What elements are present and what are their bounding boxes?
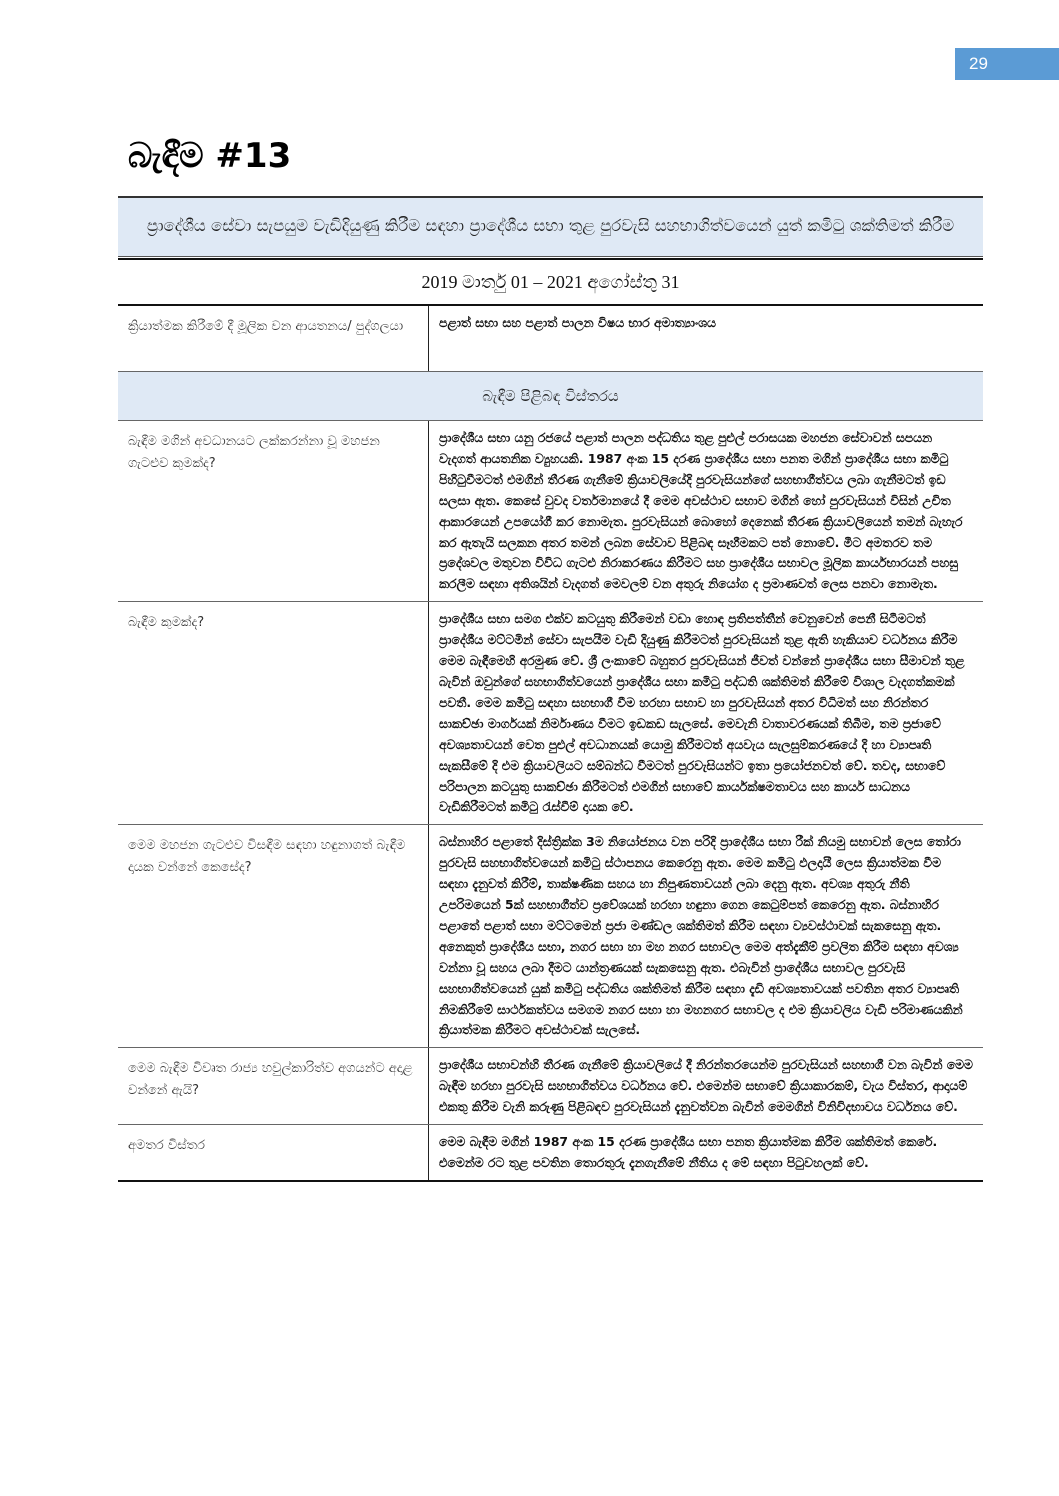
row-question: බැඳීම කුමක්ද? [118, 602, 429, 825]
commitment-sheet [118, 196, 983, 1182]
row-answer: ප්‍රාදේශීය සභා යනු රජයේ පළාත් පාලන පද්ධතිය තුළ පුළුල් පරාසයක මහජන සේවාවන් සපයන වැදගත් ආයතනික ව්‍යුහයකි. 1987 අංක 15 දරණ ප්‍රාදේශීය සභා පනත මගින් ප්‍රාදේශීය සභා කමිටු පිහිටුවීමටත් එමගින් තීරණ ගැනීමේ ක්‍රියාවලියේදි පුරවැසියන්ගේ සහභාගීත්වය ලබා ගැනීමටත් ඉඩ සලසා ඇත. කෙසේ වුවද වර්තමානයේ දී මෙම අවස්ථාව සභාව මගින් හෝ පුරවැසියන් විසින් උචිත ආකාරයෙන් උපයෝගී කර නොමැත. පුරවැසියන් බොහෝ දෙනෙක් තීරණ ක්‍රියාවලියෙන් තමන් බැහැර කර ඇතැයි සලකන අතර තමන් ලබන සේවාව පිළිබඳ සෑහීමකට පත් නොවේ. මීට අමතරව තම ප්‍රදේශවල මතුවන විවිධ ගැටළු නිරාකරණය කිරීමට සහ ප්‍රාදේශීය සභාවල මූලික කාර්යභාරයන් පහසු කරලීම සඳහා අතිශයින් වැදගත් මෙවලම් වන අතුරු නියෝග ද ප්‍රමාණවත් ලෙස පනවා නොමැත. [429, 421, 984, 602]
row-question: මෙම බැඳීම විවෘත රාජ්‍ය හවුල්කාරිත්ව අගයන්ට අදාළ වන්නේ ඇයි? [118, 1048, 429, 1125]
section-heading: බැඳීම පිළිබඳ විස්තරය [118, 372, 983, 421]
date-range: 2019 මාර්තු 01 – 2021 අගෝස්තු 31 [118, 258, 983, 304]
row-answer: ප්‍රාදේශීය සභාවන්හි තීරණ ගැනීමේ ක්‍රියාවලියේ දී නිරන්තරයෙන්ම පුරවැසියන් සහභාගී වන බැවින් මෙම බැඳීම හරහා පුරවැසි සහභාගිත්වය වර්ධනය වේ. එමෙන්ම සභාවේ ක්‍රියාකාරකම්, වැය විස්තර, ආදායම් එකතු කිරීම වැනි කරුණු පිළිබඳව පුරවැසියන් දැනුවත්වන බැවින් මෙමගින් විනිවිදභාවය වර්ධනය වේ. [429, 1048, 984, 1125]
page-title: බැඳීම #13 [128, 136, 292, 176]
lead-label: ක්‍රියාත්මක කිරීමේ දී මූලික වන ආයතනය/ පුද්ගලයා [118, 305, 429, 372]
lead-institution-row [118, 305, 983, 372]
commitment-table [118, 304, 983, 1182]
table-row [118, 825, 983, 1048]
row-answer: බස්නාහිර පළාතේ දිස්ත්‍රික්ක 3ම නියෝජනය වන පරිදි ප්‍රාදේශීය සභා රීක් නියමු සභාවන් ලෙස තෝරා පුරවැසි සහභාගිත්වයෙන් කමිටු ස්ථාපනය කෙරෙනු ඇත. මෙම කමිටු ඵලදායී ලෙස ක්‍රියාත්මක වීම සඳහා දැනුවත් කිරීම්, තාක්ෂණික සහය හා නිපුණතාවයන් ලබා දෙනු ඇත. අවශ්‍ය අතුරු නීති උපරිමයෙන් 5ක් සහභාගීත්ව ප්‍රවේශයක් හරහා හඳුනා ගෙන කෙටුම්පත් කෙරෙනු ඇත. බස්නාහිර පළාතේ පළාත් සභා මට්ටමෙන් ප්‍රජා මණ්ඩල ශක්තිමත් කිරීම සඳහා ව්‍යවස්ථාවක් සැකසෙනු ඇත. අනෙකුත් ප්‍රාදේශීය සභා, නගර සභා හා මහ නගර සභාවල මෙම අත්දැකීම් ප්‍රවලිත කිරීම සඳහා අවශ්‍ය වන්නා වූ සහය ලබා දීමට යාන්ත්‍රණයක් සැකසෙනු ඇත. එබැවින් ප්‍රාදේශීය සභාවල පුරවැසි සහභාගිත්වයෙන් යුක් කමිටු පද්ධතිය ශක්තිමත් කිරීම සඳහා දැඩි අවශ්‍යතාවයක් පවතින අතර ව්‍යාපෘති නිමකිරීමේ සාර්ථකත්වය සමගම නගර සභා හා මහනගර සභාවල ද එම ක්‍රියාවලිය වැඩි පරිමාණයකින් ක්‍රියාත්මක කිරීමට අවස්ථාවක් සැලසේ. [429, 825, 984, 1048]
row-question: බැඳීම මගින් අවධානයට ලක්කරන්නා වූ මහජන ගැටළුව කුමක්ද? [118, 421, 429, 602]
page-number: 29 [955, 48, 1059, 80]
table-row [118, 421, 983, 602]
commitment-title: ප්‍රාදේශීය සේවා සැපයුම වැඩිදියුණු කිරීම සඳහා ප්‍රාදේශීය සභා තුළ පුරවැසි සහභාගිත්වයෙන් යුත් කමිටු ශක්තිමත් කිරීම [118, 196, 983, 257]
row-answer: මෙම බැඳීම මගින් 1987 අංක 15 දරණ ප්‍රාදේශීය සභා පනත ක්‍රියාත්මක කිරීම ශක්තිමත් කෙරේ. එමෙන්ම රට තුළ පවතින තොරතුරු දැනගැනීමේ නීතිය ද මේ සඳහා පිටුවහලක් වේ. [429, 1125, 984, 1181]
row-question: මෙම මහජන ගැටළුව විසඳීම සඳහා හඳුනාගත් බැඳීම දායක වන්නේ කෙසේද? [118, 825, 429, 1048]
table-row [118, 1048, 983, 1125]
section-heading-row [118, 372, 983, 421]
lead-value: පළාත් සභා සහ පළාත් පාලන විෂය භාර අමාත්‍යාංශය [429, 305, 984, 372]
row-answer: ප්‍රාදේශීය සභා සමග එක්ව කටයුතු කිරීමෙන් වඩා හොඳ ප්‍රතිපත්තීන් වෙනුවෙන් පෙනී සිටීමටත් ප්‍රාදේශීය මට්ටමින් සේවා සැපයීම වැඩි දියුණු කිරීමටත් පුරවැසියන් තුළ ඇති හැකියාව වර්ධනය කිරීම මෙම බැඳීමෙහි අරමුණ වේ. ශ්‍රී ලංකාවේ බහුතර පුරවැසියන් ජීවත් වන්නේ ප්‍රාදේශීය සභා සීමාවන් තුළ බැවින් ඔවුන්ගේ සහභාගිත්වයෙන් ප්‍රාදේශීය සභා කමිටු පද්ධති ශක්තිමත් කිරීමේ විශාල වැදගත්කමක් පවතී. මෙම කමිටු සඳහා සහභාගී වීම හරහා සභාව හා පුරවැසියන් අතර විධිමත් සහ නිරන්තර සාකච්ඡා මාර්ගයක් නිර්මාණය වීමට ඉඩකඩ සැලසේ. මෙවැනි වාතාවරණයක් තිබීම, තම ප්‍රජාවේ අවශ්‍යතාවයන් වෙත පුළුල් අවධානයක් යොමු කිරීමටත් අයවැය සැලසුම්කරණයේ දි හා ව්‍යාපෘති සැකසීමේ දි එම ක්‍රියාවලියට සම්බන්ධ වීමටත් පුරවැසියන්ට ඉතා ප්‍රයෝජනවත් වේ. තවද, සභාවේ පරිපාලන කටයුතු සාකච්ඡා කිරීමටත් එමගින් සභාවේ කාර්යක්ෂමතාවය සහ කාර්ය සාධනය වැඩිකිරීමටත් කමිටු රැස්වීම් දායක වේ. [429, 602, 984, 825]
table-row [118, 602, 983, 825]
table-row [118, 1125, 983, 1181]
row-question: අමතර විස්තර [118, 1125, 429, 1181]
